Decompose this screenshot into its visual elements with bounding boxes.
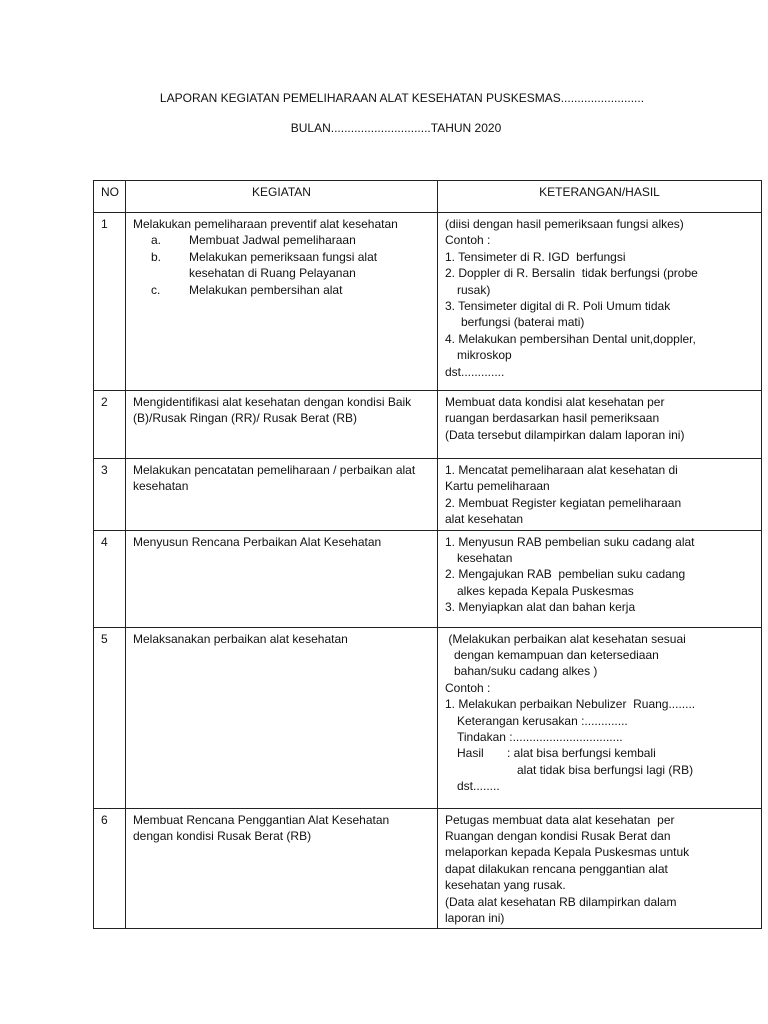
header-no: NO [94,181,126,213]
activity-table [93,180,762,929]
table-row [94,459,762,531]
table-row [94,391,762,459]
keterangan-cell: (Melakukan perbaikan alat kesehatan sesuai dengan kemampuan dan ketersediaan bahan/suku cadang alkes ) Contoh : 1. Melakukan perbaikan Nebulizer Ruang........ Keterangan kerusakan :............. Tindakan :................................. Hasil : alat bisa berfungsi kembali alat tidak bisa berfungsi lagi (RB) dst........ [438,627,762,808]
kegiatan-cell [126,213,438,391]
keterangan-cell: 1. Menyusun RAB pembelian suku cadang alat kesehatan 2. Mengajukan RAB pembelian suku cadang alkes kepada Kepala Puskesmas 3. Menyiapkan alat dan bahan kerja [438,530,762,627]
table-row [94,808,762,929]
kegiatan-text: Mengidentifikasi alat kesehatan dengan kondisi Baik (B)/Rusak Ringan (RR)/ Rusak Berat (RB) [126,391,438,459]
keterangan-cell: Membuat data kondisi alat kesehatan per ruangan berdasarkan hasil pemeriksaan (Data tersebut dilampirkan dalam laporan ini) [438,391,762,459]
keterangan-cell: 1. Mencatat pemeliharaan alat kesehatan di Kartu pemeliharaan 2. Membuat Register kegiatan pemeliharaan alat kesehatan [438,459,762,531]
row-number: 1 [94,213,126,391]
sub-item: a. Membuat Jadwal pemeliharaan [151,233,356,248]
table-row [94,530,762,627]
kegiatan-text: Membuat Rencana Penggantian Alat Kesehatan dengan kondisi Rusak Berat (RB) [126,808,438,929]
header-keterangan: KETERANGAN/HASIL [438,181,762,213]
kegiatan-text: Melaksanakan perbaikan alat kesehatan [126,627,438,808]
sub-item: c. Melakukan pembersihan alat [151,282,343,297]
table-row [94,213,762,391]
document-subtitle: BULAN..............................TAHUN 2020 [290,121,502,135]
row-number: 4 [94,530,126,627]
keterangan-cell: (diisi dengan hasil pemeriksaan fungsi alkes) Contoh : 1. Tensimeter di R. IGD berfungsi 2. Doppler di R. Bersalin tidak berfungsi (probe rusak) 3. Tensimeter digital di R. Poli Umum tidak berfungsi (baterai mati) 4. Melakukan pembersihan Dental unit,doppler, mikroskop dst............. [438,213,762,391]
table-header-row [94,181,762,213]
kegiatan-text: Melakukan pencatatan pemeliharaan / perbaikan alat kesehatan [126,459,438,531]
row-number: 6 [94,808,126,929]
row-number: 3 [94,459,126,531]
kegiatan-text: Menyusun Rencana Perbaikan Alat Kesehatan [126,530,438,627]
row-number: 5 [94,627,126,808]
row-number: 2 [94,391,126,459]
header-kegiatan: KEGIATAN [126,181,438,213]
document-title: LAPORAN KEGIATAN PEMELIHARAAN ALAT KESEHATAN PUSKESMAS......................... [159,91,645,105]
keterangan-cell: Petugas membuat data alat kesehatan per Ruangan dengan kondisi Rusak Berat dan melaporkan kepada Kepala Puskesmas untuk dapat dilakukan rencana penggantian alat kesehatan yang rusak. (Data alat kesehatan RB dilampirkan dalam laporan ini) [438,808,762,929]
kegiatan-text: Melakukan pemeliharaan preventif alat kesehatan [133,217,398,231]
table-row [94,627,762,808]
sub-item: b. Melakukan pemeriksaan fungsi alat kesehatan di Ruang Pelayanan [151,249,378,281]
